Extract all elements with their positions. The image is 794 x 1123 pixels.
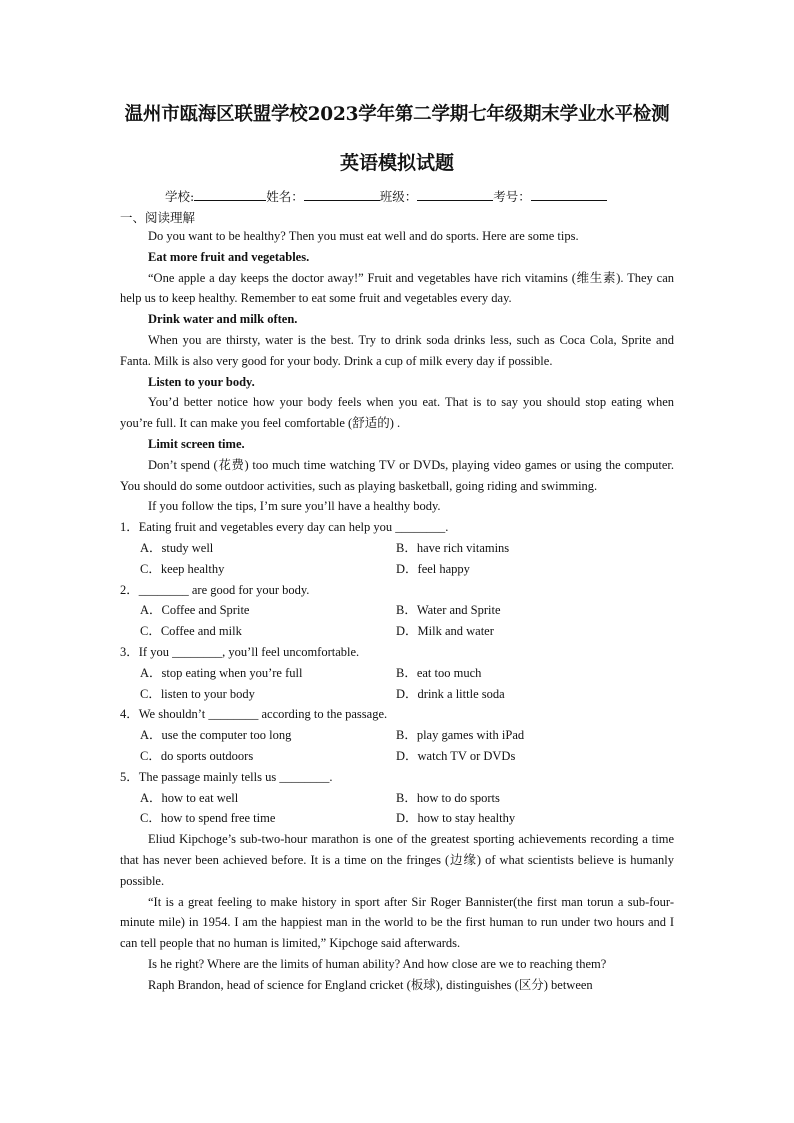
- question-stem: 5．The passage mainly tells us ________.: [120, 769, 333, 784]
- number-label: 考号：: [493, 189, 531, 204]
- school-label: 学校:: [165, 189, 195, 204]
- passage-paragraph: When you are thirsty, water is the best. Try to drink soda drinks less, such as Coca Cola, Sprite and Fanta. Milk is also very good for your body. Drink a cup of milk every day if possible.: [120, 332, 674, 368]
- passage-paragraph: “One apple a day keeps the doctor away!” Fruit and vegetables have rich vitamins (维生素). They can help us to keep healthy. Remember to eat some fruit and vegetables every day.: [120, 270, 674, 306]
- answer-option: B．how to do sports: [396, 790, 500, 805]
- passage-paragraph: You’d better notice how your body feels when you eat. That is to say you should stop eating when you’re full. It can make you feel comfortable (舒适的) .: [120, 395, 674, 431]
- question-stem: 1．Eating fruit and vegetables every day can help you ________.: [120, 520, 449, 535]
- question-item: [120, 517, 674, 579]
- answer-option: C．keep healthy: [140, 561, 225, 576]
- answer-option: A．Coffee and Sprite: [140, 603, 250, 618]
- passage-paragraph: Is he right? Where are the limits of human ability? And how close are we to reaching them?: [148, 956, 607, 971]
- passage-paragraph: “It is a great feeling to make history in sport after Sir Roger Bannister(the first man torun a sub-four-minute mile) in 1954. I am the happiest man in the world to be the first human to run under two hours and I can tell people that no human is limited,” Kipchoge said afterwards.: [120, 894, 674, 951]
- answer-option: C．listen to your body: [140, 686, 255, 701]
- option-grid: [120, 725, 674, 767]
- answer-option: B．play games with iPad: [396, 728, 525, 743]
- name-blank: [304, 188, 380, 201]
- passage-2: [120, 829, 674, 995]
- student-info-line: [165, 187, 674, 205]
- section-heading: 一、阅读理解: [120, 210, 196, 225]
- answer-option: D．watch TV or DVDs: [396, 748, 516, 763]
- tip-heading: Limit screen time.: [148, 436, 245, 451]
- question-stem: 2．________ are good for your body.: [120, 582, 310, 597]
- passage-paragraph: If you follow the tips, I’m sure you’ll have a healthy body.: [148, 499, 441, 514]
- tip-heading: Drink water and milk often.: [148, 312, 298, 327]
- option-grid: [120, 663, 674, 705]
- class-label: 班级：: [379, 189, 418, 204]
- answer-option: D．feel happy: [396, 561, 470, 576]
- option-grid: [120, 788, 674, 830]
- option-grid: [120, 600, 674, 642]
- exam-title: 温州市瓯海区联盟学校2023学年第二学期七年级期末学业水平检测: [124, 104, 670, 125]
- answer-option: A．use the computer too long: [140, 728, 292, 743]
- number-blank: [531, 188, 607, 201]
- answer-option: B．have rich vitamins: [396, 540, 510, 555]
- answer-option: C．how to spend free time: [140, 811, 276, 826]
- answer-option: B．eat too much: [396, 665, 482, 680]
- tip-heading: Listen to your body.: [148, 374, 255, 389]
- school-blank: [194, 188, 266, 201]
- passage-paragraph: Don’t spend (花费) too much time watching TV or DVDs, playing video games or using the computer. You should do some outdoor activities, such as playing basketball, going riding and swimming.: [120, 457, 674, 493]
- answer-option: A．how to eat well: [140, 790, 239, 805]
- question-list: [120, 517, 674, 829]
- answer-option: A．study well: [140, 540, 214, 555]
- question-item: [120, 704, 674, 766]
- class-blank: [417, 188, 493, 201]
- passage-paragraph: Eliud Kipchoge’s sub-two-hour marathon is one of the greatest sporting achievements recording a time that has never been achieved before. It is a time on the fringes (边缘) of what scientists believe is humanly possible.: [120, 832, 674, 888]
- passage-paragraph: Do you want to be healthy? Then you must eat well and do sports. Here are some tips.: [148, 229, 579, 243]
- passage-1: [120, 226, 674, 517]
- exam-page: [120, 100, 674, 995]
- answer-option: C．do sports outdoors: [140, 748, 254, 763]
- name-label: 姓名：: [266, 189, 304, 204]
- answer-option: C．Coffee and milk: [140, 624, 242, 639]
- question-stem: 4．We shouldn’t ________ according to the passage.: [120, 707, 388, 722]
- question-stem: 3．If you ________, you’ll feel uncomfortable.: [120, 644, 360, 659]
- exam-subtitle: 英语模拟试题: [339, 152, 454, 174]
- passage-paragraph: Raph Brandon, head of science for England cricket (板球), distinguishes (区分) between: [148, 977, 593, 992]
- question-item: [120, 767, 674, 829]
- question-item: [120, 642, 674, 704]
- answer-option: A．stop eating when you’re full: [140, 665, 303, 680]
- question-item: [120, 580, 674, 642]
- answer-option: B．Water and Sprite: [396, 603, 501, 618]
- option-grid: [120, 538, 674, 580]
- answer-option: D．Milk and water: [396, 624, 494, 639]
- answer-option: D．how to stay healthy: [396, 811, 516, 826]
- answer-option: D．drink a little soda: [396, 686, 505, 701]
- tip-heading: Eat more fruit and vegetables.: [148, 249, 310, 264]
